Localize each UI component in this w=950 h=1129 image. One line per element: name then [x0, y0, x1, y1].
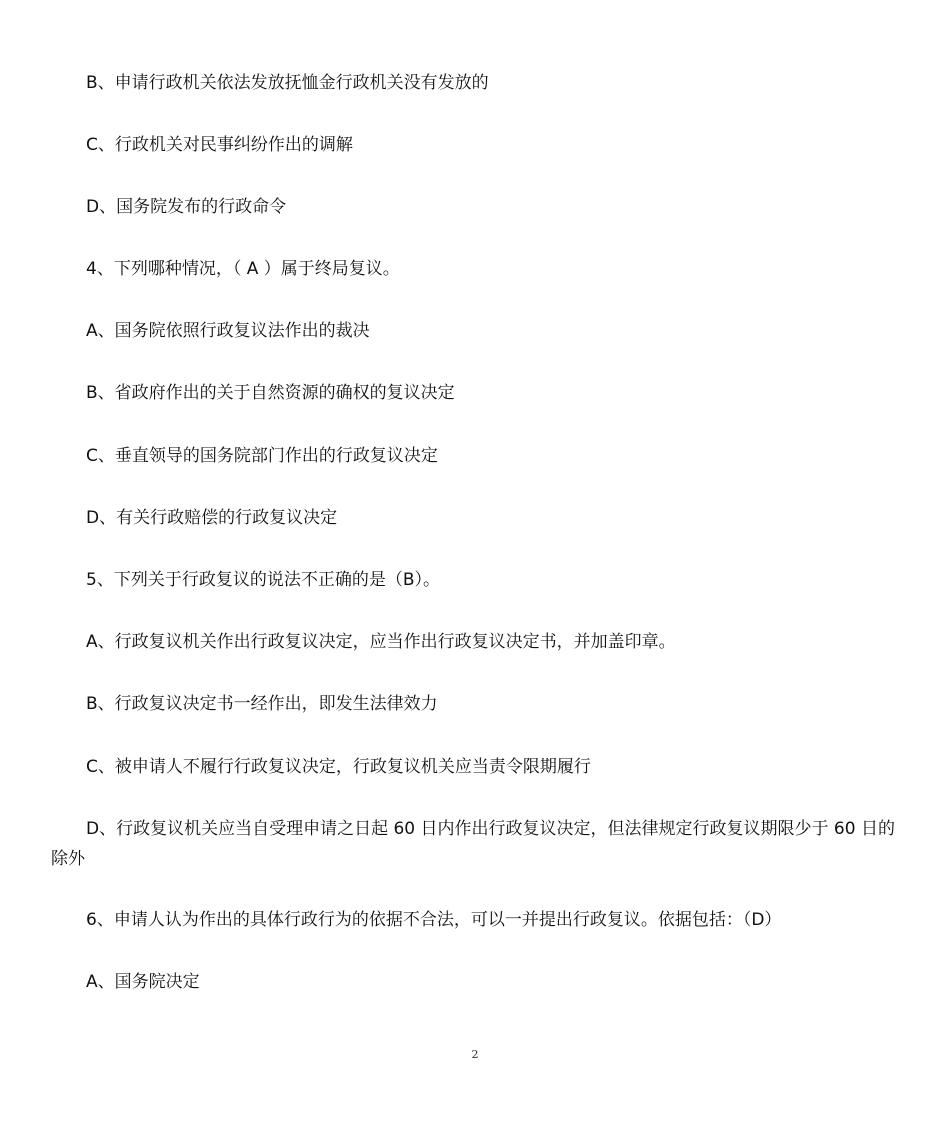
option-a-q4: A、国务院依照行政复议法作出的裁决: [86, 321, 370, 341]
option-c-q4: C、垂直领导的国务院部门作出的行政复议决定: [86, 446, 438, 466]
page-number: 2: [471, 1048, 479, 1061]
question-4: 4、下列哪种情况，（ A ）属于终局复议。: [86, 259, 400, 279]
option-d-q4: D、有关行政赔偿的行政复议决定: [86, 508, 338, 528]
option-a-q6: A、国务院决定: [86, 972, 200, 992]
option-b-q4: B、省政府作出的关于自然资源的确权的复议决定: [86, 383, 455, 403]
question-5: 5、下列关于行政复议的说法不正确的是（B）。: [86, 570, 440, 590]
option-d-q3: D、国务院发布的行政命令: [86, 197, 287, 217]
question-6: 6、申请人认为作出的具体行政行为的依据不合法，可以一并提出行政复议。依据包括：（D）: [86, 910, 782, 930]
option-a-q5: A、行政复议机关作出行政复议决定，应当作出行政复议决定书，并加盖印章。: [86, 632, 676, 652]
option-c-q3: C、行政机关对民事纠纷作出的调解: [86, 135, 353, 155]
option-c-q5: C、被申请人不履行行政复议决定，行政复议机关应当责令限期履行: [86, 757, 591, 777]
option-b-q3: B、申请行政机关依法发放抚恤金行政机关没有发放的: [86, 73, 489, 93]
option-d-q5: D、行政复议机关应当自受理申请之日起 60 日内作出行政复议决定，但法律规定行政复议期限少于 60 日的除外: [51, 819, 895, 869]
option-b-q5: B、行政复议决定书一经作出，即发生法律效力: [86, 694, 438, 714]
